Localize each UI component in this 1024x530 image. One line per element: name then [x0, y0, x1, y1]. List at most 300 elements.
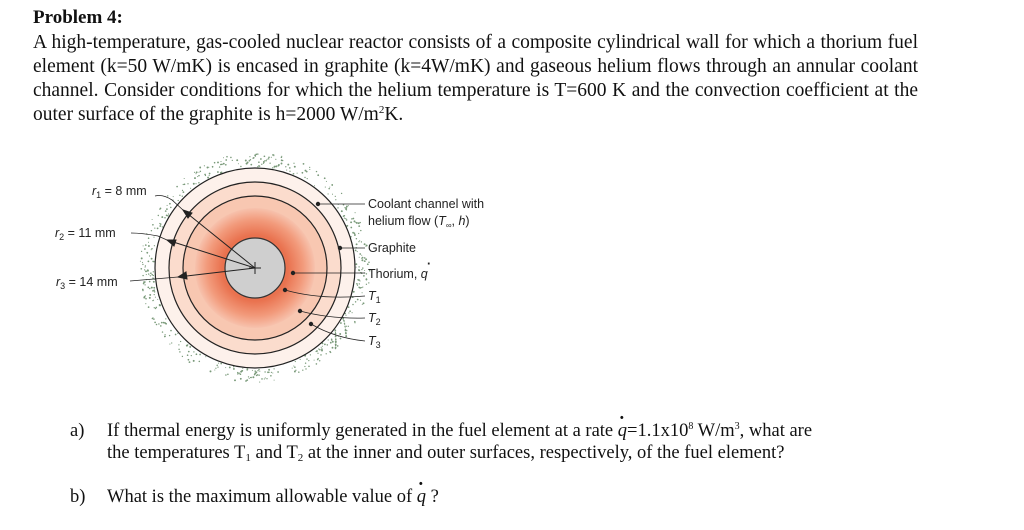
stipple-dot	[145, 298, 147, 300]
stipple-dot	[346, 326, 347, 327]
r2-label: $r_2 = 11$ mm	[55, 226, 116, 242]
stipple-dot	[358, 241, 359, 242]
stipple-dot	[151, 274, 153, 276]
qa-unit-exponent: 3	[734, 421, 740, 432]
stipple-dot	[328, 193, 329, 194]
thorium-label: Thorium, q	[368, 267, 428, 281]
stipple-dot	[258, 165, 259, 166]
stipple-dot	[238, 372, 240, 374]
stipple-dot	[178, 349, 179, 350]
t3-label: $T_3$	[368, 334, 381, 350]
stipple-dot	[345, 335, 347, 337]
stipple-dot	[337, 345, 339, 347]
qa-sub-1: 1	[245, 452, 251, 464]
stipple-dot	[354, 234, 356, 236]
stipple-dot	[214, 369, 215, 370]
stipple-dot	[196, 171, 198, 173]
stipple-dot	[294, 371, 296, 373]
stipple-dot	[149, 288, 150, 289]
stipple-dot	[152, 219, 153, 220]
qa-value: =1.1x10	[627, 421, 689, 441]
stipple-dot	[362, 287, 363, 288]
stipple-dot	[273, 167, 274, 168]
stipple-dot	[359, 283, 360, 284]
stipple-dot	[361, 255, 362, 256]
stipple-dot	[157, 228, 159, 230]
stipple-dot	[352, 304, 354, 306]
stipple-dot	[226, 156, 228, 158]
stipple-dot	[214, 162, 216, 164]
stipple-dot	[335, 342, 337, 344]
stipple-dot	[359, 287, 361, 289]
stipple-dot	[199, 354, 201, 356]
stipple-dot	[264, 160, 266, 162]
stipple-dot	[182, 196, 183, 197]
stipple-dot	[289, 171, 290, 172]
stipple-dot	[307, 178, 308, 179]
stipple-dot	[360, 300, 361, 301]
stipple-dot	[247, 162, 249, 164]
stipple-dot	[335, 345, 337, 347]
problem-title: Problem 4:	[33, 7, 123, 28]
stipple-dot	[324, 177, 326, 179]
stipple-dot	[189, 361, 191, 363]
stipple-dot	[145, 270, 147, 272]
stipple-dot	[225, 367, 226, 368]
statement-text: A high-temperature, gas-cooled nuclear reactor consists of a composite cylindrical wall for which a thorium fuel element (k=50 W/mK) is encased in graphite (k=4W/mK) and gaseous helium flows through an annular coolant channel. Consider conditions for which the helium temperature is T=600 K and the convection coefficient at the outer surface of the graphite is h=2000 W/m	[33, 32, 918, 125]
stipple-dot	[223, 157, 224, 158]
stipple-dot	[150, 272, 152, 274]
stipple-dot	[209, 173, 211, 175]
stipple-dot	[337, 207, 338, 208]
stipple-dot	[210, 370, 212, 372]
stipple-dot	[274, 166, 276, 168]
stipple-dot	[317, 174, 319, 176]
stipple-dot	[168, 213, 169, 214]
stipple-dot	[356, 267, 357, 268]
stipple-dot	[207, 177, 209, 179]
stipple-dot	[360, 222, 361, 223]
stipple-dot	[264, 155, 266, 157]
stipple-dot	[191, 355, 192, 356]
coolant-label-line2: helium flow ($T_\infty$, h)	[368, 214, 470, 230]
stipple-dot	[186, 345, 188, 347]
stipple-dot	[184, 183, 186, 185]
stipple-dot	[189, 346, 191, 348]
stipple-dot	[237, 373, 239, 375]
stipple-dot	[153, 281, 155, 283]
stipple-dot	[358, 269, 360, 271]
stipple-dot	[169, 335, 170, 336]
stipple-dot	[306, 358, 307, 359]
stipple-dot	[167, 195, 168, 196]
stipple-dot	[316, 363, 318, 365]
t1-label: $T_1$	[368, 289, 381, 305]
stipple-dot	[363, 302, 365, 304]
stipple-dot	[260, 158, 262, 160]
stipple-dot	[348, 306, 350, 308]
stipple-dot	[170, 207, 172, 209]
stipple-dot	[234, 379, 236, 381]
stipple-dot	[268, 156, 270, 158]
stipple-dot	[292, 368, 293, 369]
stipple-dot	[356, 238, 357, 239]
stipple-dot	[298, 371, 300, 373]
stipple-dot	[205, 356, 206, 357]
stipple-dot	[195, 183, 196, 184]
stipple-dot	[250, 164, 252, 166]
stipple-dot	[361, 269, 362, 270]
stipple-dot	[281, 159, 283, 161]
stipple-dot	[259, 382, 260, 383]
stipple-dot	[233, 368, 235, 370]
stipple-dot	[153, 289, 155, 291]
stipple-dot	[362, 304, 363, 305]
qa-text-4: and T	[250, 443, 298, 463]
stipple-dot	[184, 178, 185, 179]
stipple-dot	[289, 167, 291, 169]
stipple-dot	[152, 277, 153, 278]
stipple-dot	[359, 240, 360, 241]
stipple-dot	[142, 290, 143, 291]
stipple-dot	[238, 163, 239, 164]
stipple-dot	[355, 263, 357, 265]
stipple-dot	[163, 322, 165, 324]
stipple-dot	[259, 371, 260, 372]
stipple-dot	[304, 366, 305, 367]
stipple-dot	[236, 159, 238, 161]
coolant-label-line1: Coolant channel with	[368, 197, 485, 211]
stipple-dot	[142, 275, 143, 276]
stipple-dot	[215, 368, 216, 369]
stipple-dot	[358, 266, 359, 267]
stipple-dot	[153, 300, 154, 301]
r3-label: $r_3 = 14$ mm	[56, 275, 118, 291]
stipple-dot	[173, 196, 174, 197]
stipple-dot	[252, 376, 254, 378]
stipple-dot	[328, 188, 330, 190]
stipple-dot	[271, 157, 272, 158]
stipple-dot	[317, 353, 318, 354]
stipple-dot	[335, 333, 337, 335]
stipple-dot	[364, 243, 366, 245]
stipple-dot	[335, 336, 337, 338]
stipple-dot	[261, 164, 262, 165]
stipple-dot	[345, 329, 347, 331]
qa-sub-2: 2	[297, 452, 304, 464]
stipple-dot	[361, 287, 362, 288]
stipple-dot	[154, 245, 155, 246]
qa-exponent: 8	[688, 421, 694, 432]
stipple-dot	[319, 349, 321, 351]
stipple-dot	[159, 223, 160, 224]
stipple-dot	[164, 334, 165, 335]
stipple-dot	[219, 166, 220, 167]
stipple-dot	[198, 175, 200, 177]
stipple-dot	[141, 251, 142, 252]
stipple-dot	[348, 312, 349, 313]
stipple-dot	[355, 249, 357, 251]
stipple-dot	[275, 165, 277, 167]
stipple-dot	[253, 157, 255, 159]
stipple-dot	[141, 257, 143, 259]
stipple-dot	[275, 159, 276, 160]
coolant-leader-dot	[316, 202, 320, 206]
stipple-dot	[140, 268, 142, 270]
stipple-dot	[159, 209, 160, 210]
stipple-dot	[154, 291, 155, 292]
stipple-dot	[167, 205, 168, 206]
stipple-dot	[346, 330, 347, 331]
question-b-label: b)	[70, 487, 86, 507]
stipple-dot	[155, 308, 156, 309]
statement-superscript: 2	[378, 104, 385, 116]
stipple-dot	[148, 237, 150, 239]
stipple-dot	[295, 370, 296, 371]
graphite-label: Graphite	[368, 241, 416, 255]
stipple-dot	[273, 368, 274, 369]
stipple-dot	[151, 230, 152, 231]
stipple-dot	[285, 166, 286, 167]
stipple-dot	[272, 372, 273, 373]
stipple-dot	[264, 371, 265, 372]
stipple-dot	[266, 378, 267, 379]
stipple-dot	[266, 159, 267, 160]
stipple-dot	[350, 227, 352, 229]
stipple-dot	[152, 317, 153, 318]
stipple-dot	[198, 172, 199, 173]
stipple-dot	[182, 356, 183, 357]
stipple-dot	[357, 299, 359, 301]
graphite-leader-dot	[338, 246, 342, 250]
stipple-dot	[240, 378, 242, 380]
stipple-dot	[225, 374, 227, 376]
stipple-dot	[149, 281, 151, 283]
stipple-dot	[300, 359, 301, 360]
stipple-dot	[150, 275, 151, 276]
stipple-dot	[147, 287, 149, 289]
stipple-dot	[143, 245, 144, 246]
stipple-dot	[319, 360, 320, 361]
stipple-dot	[240, 166, 241, 167]
stipple-dot	[341, 210, 343, 212]
stipple-dot	[353, 218, 355, 220]
stipple-dot	[265, 377, 266, 378]
stipple-dot	[321, 348, 323, 350]
q-dot-symbol-b: q ·	[417, 486, 426, 508]
stipple-dot	[196, 353, 198, 355]
stipple-dot	[346, 225, 348, 227]
stipple-dot	[142, 264, 143, 265]
stipple-dot	[310, 354, 311, 355]
stipple-dot	[366, 245, 367, 246]
stipple-dot	[266, 160, 267, 161]
stipple-dot	[217, 366, 218, 367]
q-dot-symbol: q ·	[618, 420, 627, 442]
stipple-dot	[325, 187, 326, 188]
stipple-dot	[240, 371, 242, 373]
stipple-dot	[179, 195, 180, 196]
stipple-dot	[148, 306, 150, 308]
stipple-dot	[245, 160, 247, 162]
stipple-dot	[361, 259, 363, 261]
stipple-dot	[344, 217, 345, 218]
stipple-dot	[200, 171, 201, 172]
t2-label: $T_2$	[368, 311, 381, 327]
stipple-dot	[309, 167, 310, 168]
stipple-dot	[355, 222, 356, 223]
stipple-dot	[179, 351, 181, 353]
stipple-dot	[294, 366, 296, 368]
stipple-dot	[345, 208, 347, 210]
stipple-dot	[365, 258, 367, 260]
stipple-dot	[359, 253, 361, 255]
stipple-dot	[295, 361, 296, 362]
stipple-dot	[161, 216, 163, 218]
qa-text-2: , what are	[739, 421, 813, 441]
qb-text-1: What is the maximum allowable value of	[107, 487, 417, 507]
stipple-dot	[212, 166, 214, 168]
stipple-dot	[304, 177, 305, 178]
stipple-dot	[145, 265, 146, 266]
stipple-dot	[364, 270, 365, 271]
stipple-dot	[268, 372, 269, 373]
stipple-dot	[247, 369, 248, 370]
stipple-dot	[249, 156, 250, 157]
stipple-dot	[254, 370, 255, 371]
stipple-dot	[240, 373, 242, 375]
stipple-dot	[152, 224, 154, 226]
stipple-dot	[332, 341, 334, 343]
stipple-dot	[148, 261, 150, 263]
stipple-dot	[344, 321, 345, 322]
stipple-dot	[169, 203, 171, 205]
stipple-dot	[339, 333, 341, 335]
stipple-dot	[145, 267, 146, 268]
stipple-dot	[151, 248, 152, 249]
stipple-dot	[156, 324, 158, 326]
stipple-dot	[162, 331, 163, 332]
stipple-dot	[326, 181, 327, 182]
stipple-dot	[362, 292, 363, 293]
stipple-dot	[356, 283, 358, 285]
stipple-dot	[330, 342, 332, 344]
t3-leader-dot	[309, 322, 313, 326]
stipple-dot	[220, 172, 221, 173]
stipple-dot	[167, 215, 169, 217]
stipple-dot	[162, 226, 163, 227]
stipple-dot	[209, 175, 210, 176]
stipple-dot	[176, 186, 178, 188]
stipple-dot	[258, 161, 260, 163]
stipple-dot	[154, 294, 155, 295]
r1-label: $r_1 = 8$ mm	[92, 184, 147, 200]
stipple-dot	[148, 273, 149, 274]
stipple-dot	[294, 166, 296, 168]
stipple-dot	[308, 360, 309, 361]
stipple-dot	[344, 215, 345, 216]
stipple-dot	[227, 374, 229, 376]
qa-text-5: at the inner and outer surfaces, respectively, of the fuel element?	[303, 443, 785, 463]
stipple-dot	[363, 275, 365, 277]
thorium-leader-dot	[291, 271, 295, 275]
stipple-dot	[171, 342, 172, 343]
question-a-text	[107, 420, 812, 464]
stipple-dot	[273, 154, 274, 155]
stipple-dot	[359, 257, 360, 258]
stipple-dot	[308, 366, 310, 368]
stipple-dot	[140, 261, 141, 262]
stipple-dot	[257, 153, 258, 154]
stipple-dot	[175, 334, 177, 336]
stipple-dot	[281, 156, 282, 157]
stipple-dot	[187, 183, 188, 184]
stipple-dot	[316, 350, 318, 352]
stipple-dot	[314, 185, 315, 186]
stipple-dot	[250, 159, 252, 161]
stipple-dot	[293, 365, 294, 366]
stipple-dot	[368, 282, 369, 283]
stipple-dot	[143, 282, 144, 283]
stipple-dot	[366, 284, 367, 285]
stipple-dot	[334, 330, 336, 332]
stipple-dot	[364, 257, 366, 259]
stipple-dot	[332, 194, 333, 195]
stipple-dot	[358, 222, 360, 224]
stipple-dot	[349, 310, 351, 312]
stipple-dot	[354, 232, 356, 234]
stipple-dot	[359, 280, 360, 281]
stipple-dot	[164, 217, 166, 219]
stipple-dot	[178, 200, 179, 201]
stipple-dot	[220, 164, 222, 166]
stipple-dot	[180, 341, 181, 342]
stipple-dot	[355, 301, 356, 302]
stipple-dot	[332, 347, 334, 349]
stipple-dot	[199, 361, 201, 363]
stipple-dot	[194, 172, 195, 173]
stipple-dot	[316, 171, 317, 172]
stipple-dot	[346, 205, 348, 207]
stipple-dot	[268, 158, 269, 159]
stipple-dot	[237, 372, 238, 373]
stipple-dot	[149, 294, 151, 296]
stipple-dot	[217, 171, 219, 173]
stipple-dot	[164, 336, 166, 338]
stipple-dot	[154, 307, 155, 308]
stipple-dot	[165, 318, 166, 319]
stipple-dot	[355, 212, 356, 213]
stipple-dot	[153, 287, 155, 289]
stipple-dot	[257, 374, 258, 375]
stipple-dot	[364, 261, 365, 262]
stipple-dot	[345, 327, 346, 328]
stipple-dot	[309, 169, 310, 170]
stipple-dot	[320, 354, 322, 356]
stipple-dot	[216, 365, 218, 367]
t2-leader-dot	[298, 309, 302, 313]
stipple-dot	[144, 248, 146, 250]
stipple-dot	[188, 351, 190, 353]
stipple-dot	[346, 219, 348, 221]
stipple-dot	[326, 353, 327, 354]
stipple-dot	[335, 199, 336, 200]
statement-tail: K.	[384, 104, 404, 125]
stipple-dot	[249, 378, 250, 379]
stipple-dot	[154, 228, 155, 229]
stipple-dot	[147, 269, 149, 271]
stipple-dot	[345, 218, 346, 219]
